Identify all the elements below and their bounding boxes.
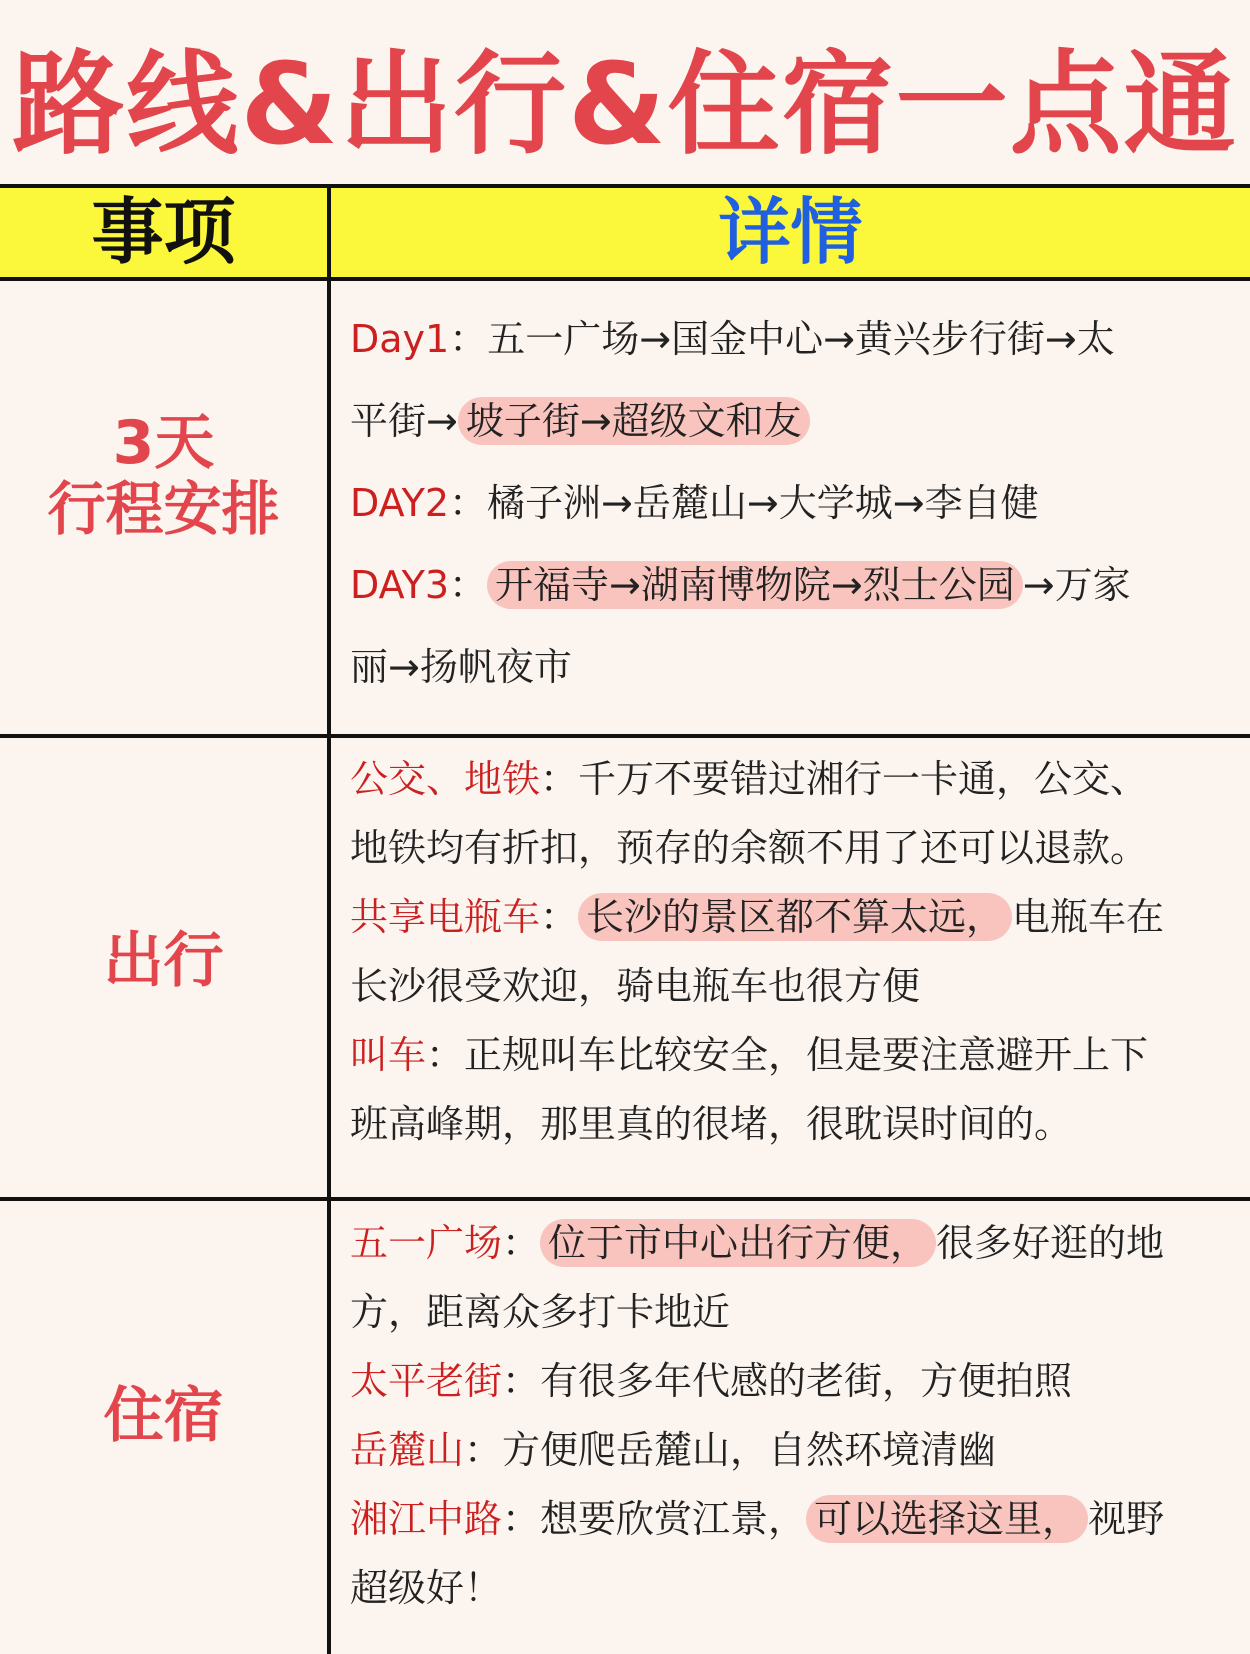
day1-text-line2a: 平街→ — [350, 399, 458, 443]
day3-sep: ： — [449, 563, 488, 607]
day1-key: Day1 — [350, 317, 450, 361]
row-label-lodging — [0, 1383, 327, 1449]
row-divider — [0, 734, 1250, 738]
itinerary-label-days: 3天 — [112, 408, 215, 478]
xiangjiang-sep: ： — [502, 1497, 541, 1541]
ebike-sep: ： — [540, 895, 579, 939]
taxi-sep: ： — [426, 1033, 465, 1077]
lodging-label: 住宿 — [103, 1381, 224, 1451]
taiping-text: 有很多年代感的老街，方便拍照 — [540, 1359, 1073, 1403]
day2-text: 橘子洲→岳麓山→大学城→李自健 — [487, 481, 1039, 525]
taxi-line2 — [350, 1090, 1230, 1159]
bus-sep: ： — [540, 757, 579, 801]
day2-sep: ： — [449, 481, 488, 525]
day3-line1 — [350, 544, 1230, 626]
taxi-text-line1: 正规叫车比较安全，但是要注意避开上下 — [464, 1033, 1149, 1077]
bus-text-line2: 地铁均有折扣，预存的余额不用了还可以退款。 — [350, 826, 1149, 870]
row-label-itinerary — [0, 410, 327, 542]
wuyi-text-tail: 很多好逛的地 — [936, 1221, 1165, 1265]
row-divider — [0, 1197, 1250, 1201]
transport-taxi — [350, 1021, 1230, 1159]
day1-highlight: 坡子街→超级文和友 — [458, 397, 810, 445]
taxi-text-line2: 班高峰期，那里真的很堵，很耽误时间的。 — [350, 1102, 1073, 1146]
ebike-text-line2: 长沙很受欢迎，骑电瓶车也很方便 — [350, 964, 921, 1008]
lodging-detail — [350, 1209, 1230, 1623]
info-table — [0, 184, 1250, 1650]
column-divider — [327, 188, 331, 1654]
lodging-xiangjiang — [350, 1485, 1230, 1623]
xiangjiang-text-tail: 视野 — [1088, 1497, 1165, 1541]
taiping-key: 太平老街 — [350, 1359, 503, 1403]
header-col-detail: 详情 — [718, 190, 863, 274]
itinerary-day3 — [350, 544, 1230, 708]
day1-line2 — [350, 380, 1230, 462]
ebike-line2 — [350, 952, 1230, 1021]
page-title: 路线&出行&住宿一点通 — [12, 40, 1238, 170]
day3-line2 — [350, 626, 1230, 708]
day1-line1 — [350, 298, 1230, 380]
wuyi-line2 — [350, 1278, 1230, 1347]
xiangjiang-text-pre: 想要欣赏江景， — [540, 1497, 807, 1541]
day3-highlight: 开福寺→湖南博物院→烈士公园 — [487, 561, 1023, 609]
taxi-line1 — [350, 1021, 1230, 1090]
itinerary-day2 — [350, 462, 1230, 544]
lodging-taiping — [350, 1347, 1230, 1416]
ebike-text-tail: 电瓶车在 — [1012, 895, 1165, 939]
transport-ebike — [350, 883, 1230, 1021]
row-divider — [0, 277, 1250, 281]
bus-line2 — [350, 814, 1230, 883]
xiangjiang-line2 — [350, 1554, 1230, 1623]
day3-text-line2: 丽→扬帆夜市 — [350, 645, 572, 689]
wuyi-sep: ： — [502, 1221, 541, 1265]
day2-key: DAY2 — [350, 481, 450, 525]
day2-line — [350, 462, 1230, 544]
bus-key: 公交、地铁 — [350, 757, 541, 801]
itinerary-day1 — [350, 298, 1230, 462]
lodging-wuyi — [350, 1209, 1230, 1347]
xiangjiang-highlight: 可以选择这里， — [806, 1495, 1088, 1543]
header-col-item: 事项 — [91, 190, 236, 274]
yuelu-key: 岳麓山 — [350, 1428, 465, 1472]
transport-label: 出行 — [103, 926, 224, 996]
yuelu-sep: ： — [464, 1428, 503, 1472]
transport-bus — [350, 745, 1230, 883]
xiangjiang-line1 — [350, 1485, 1230, 1554]
ebike-key: 共享电瓶车 — [350, 895, 541, 939]
bus-text-line1: 千万不要错过湘行一卡通，公交、 — [578, 757, 1149, 801]
day3-text-tail: →万家 — [1022, 563, 1131, 607]
wuyi-text-line2: 方，距离众多打卡地近 — [350, 1290, 731, 1334]
day1-text-line1: 五一广场→国金中心→黄兴步行街→太 — [487, 317, 1115, 361]
itinerary-detail — [350, 298, 1230, 708]
table-header-row — [0, 188, 1250, 277]
taiping-sep: ： — [502, 1359, 541, 1403]
wuyi-line1 — [350, 1209, 1230, 1278]
taiping-line — [350, 1347, 1230, 1416]
xiangjiang-text-line2: 超级好！ — [350, 1566, 503, 1610]
ebike-line1 — [350, 883, 1230, 952]
lodging-yuelu — [350, 1416, 1230, 1485]
transport-detail — [350, 745, 1230, 1159]
wuyi-key: 五一广场 — [350, 1221, 503, 1265]
itinerary-label-plan: 行程安排 — [47, 475, 280, 543]
xiangjiang-key: 湘江中路 — [350, 1497, 503, 1541]
row-label-transport — [0, 928, 327, 994]
yuelu-line — [350, 1416, 1230, 1485]
day1-sep: ： — [449, 317, 488, 361]
ebike-highlight: 长沙的景区都不算太远， — [578, 893, 1012, 941]
taxi-key: 叫车 — [350, 1033, 427, 1077]
yuelu-text: 方便爬岳麓山，自然环境清幽 — [502, 1428, 997, 1472]
day3-key: DAY3 — [350, 563, 450, 607]
bus-line1 — [350, 745, 1230, 814]
wuyi-highlight: 位于市中心出行方便， — [540, 1219, 936, 1267]
